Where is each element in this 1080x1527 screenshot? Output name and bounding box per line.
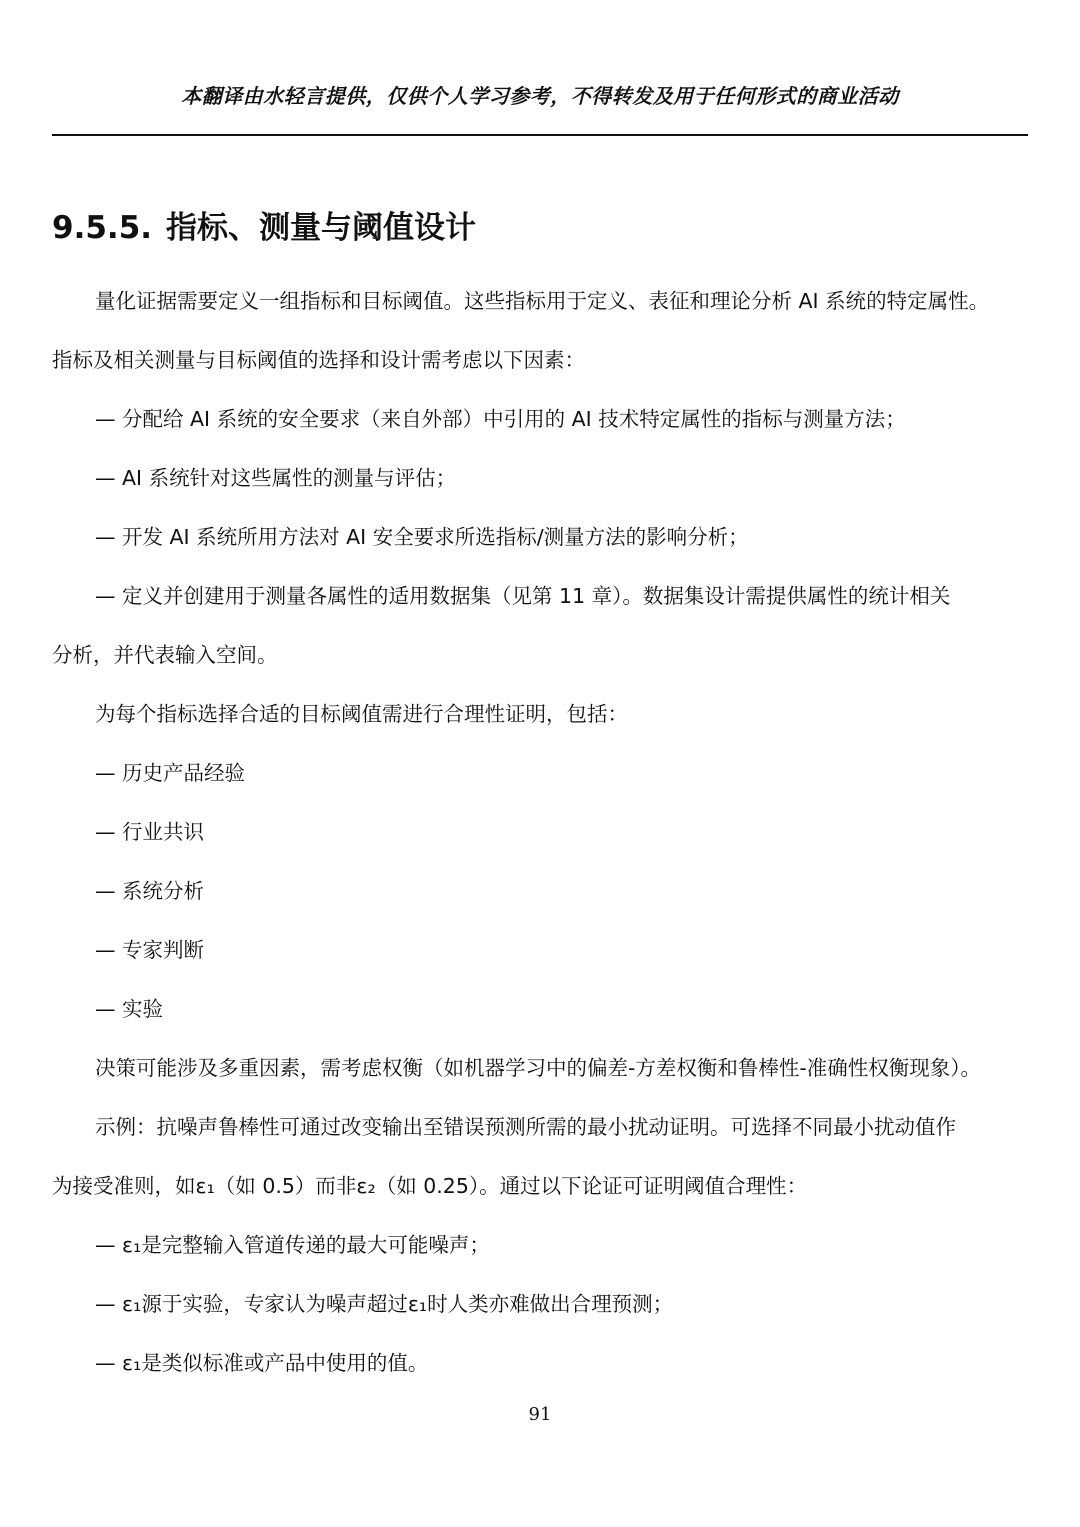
list-item: — 分配给 AI 系统的安全要求（来自外部）中引用的 AI 技术特定属性的指标与测量方法； [95, 407, 906, 431]
paragraph-line: 分析，并代表输入空间。 [52, 643, 278, 667]
section-number: 9.5.5. [52, 210, 153, 246]
list-item: — 开发 AI 系统所用方法对 AI 安全要求所选指标/测量方法的影响分析； [95, 525, 749, 549]
list-item: — AI 系统针对这些属性的测量与评估； [95, 466, 457, 490]
list-item: — 实验 [95, 997, 164, 1021]
list-item: — 历史产品经验 [95, 761, 246, 785]
paragraph-line: 为每个指标选择合适的目标阈值需进行合理性证明，包括： [95, 702, 628, 726]
paragraph-line: 指标及相关测量与目标阈值的选择和设计需考虑以下因素： [52, 348, 585, 372]
section-title-text: 指标、测量与阈值设计 [166, 210, 476, 246]
list-item: — 行业共识 [95, 820, 205, 844]
list-item: — 专家判断 [95, 938, 205, 962]
list-item: — 系统分析 [95, 879, 205, 903]
list-item: — ε₁源于实验，专家认为噪声超过ε₁时人类亦难做出合理预测； [95, 1292, 674, 1316]
paragraph-line: 决策可能涉及多重因素，需考虑权衡（如机器学习中的偏差-方差权衡和鲁棒性-准确性权衡现象）。 [95, 1056, 982, 1080]
header-divider [52, 134, 1028, 136]
list-item: — 定义并创建用于测量各属性的适用数据集（见第 11 章）。数据集设计需提供属性的统计相关 [95, 584, 951, 608]
page-number: 91 [528, 1404, 552, 1425]
list-item: — ε₁是完整输入管道传递的最大可能噪声； [95, 1233, 490, 1257]
list-item: — ε₁是类似标准或产品中使用的值。 [95, 1351, 429, 1375]
page-header: 本翻译由水轻言提供，仅供个人学习参考，不得转发及用于任何形式的商业活动 [181, 84, 899, 108]
paragraph-line: 量化证据需要定义一组指标和目标阈值。这些指标用于定义、表征和理论分析 AI 系统的特定属性。 [95, 289, 990, 313]
paragraph-line: 示例：抗噪声鲁棒性可通过改变输出至错误预测所需的最小扰动证明。可选择不同最小扰动值作 [95, 1115, 956, 1139]
section-heading [52, 202, 476, 247]
paragraph-line: 为接受准则，如ε₁（如 0.5）而非ε₂（如 0.25）。通过以下论证可证明阈值合理性： [52, 1174, 808, 1198]
